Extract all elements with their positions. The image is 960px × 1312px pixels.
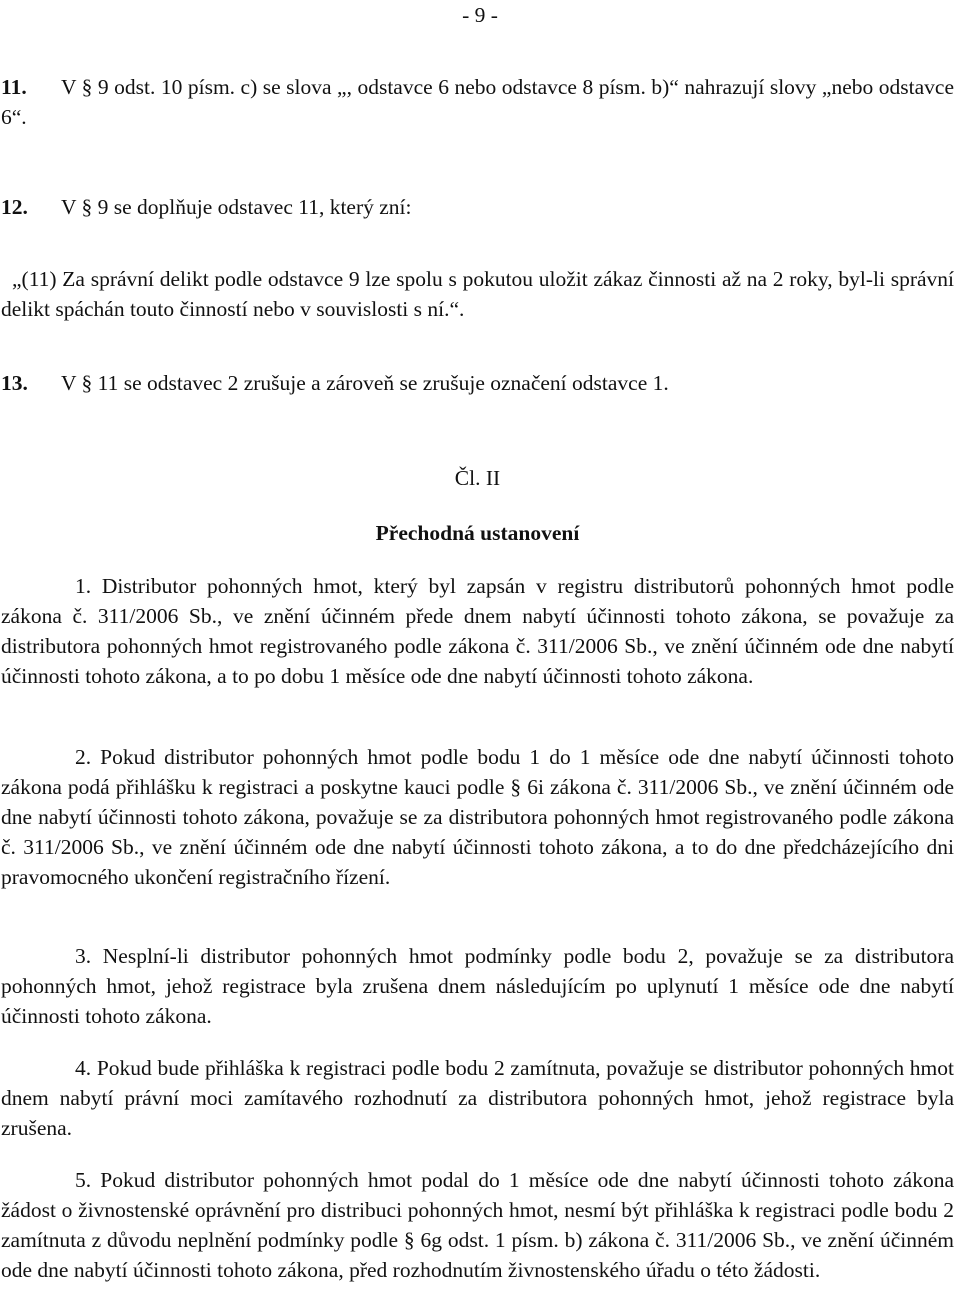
- article-title: Přechodná ustanovení: [375, 521, 580, 545]
- point-number: 11.: [1, 75, 27, 99]
- paragraph-1: 1. Distributor pohonných hmot, který byl zapsán v registru distributorů pohonných hmot podle zákona č. 311/2006 Sb., ve znění účinném přede dnem nabytí účinnosti tohoto zákona, se považuje za distributora pohonných hmot registrovaného podle zákona č. 311/2006 Sb., ve znění účinném ode dne nabytí účinnosti tohoto zákona, a to po dobu 1 měsíce ode dne nabytí účinnosti tohoto zákona.: [1, 574, 954, 688]
- paragraph-2: 2. Pokud distributor pohonných hmot podle bodu 1 do 1 měsíce ode dne nabytí účinnosti tohoto zákona podá přihlášku k registraci a poskytne kauci podle § 6i zákona č. 311/2006 Sb., ve znění účinném ode dne nabytí účinnosti tohoto zákona, považuje se za distributora pohonných hmot registrovaného podle zákona č. 311/2006 Sb., ve znění účinném ode dne nabytí účinnosti tohoto zákona, a to do dne předcházejícího dni pravomocného ukončení registračního řízení.: [1, 745, 954, 889]
- point-13: [1, 368, 954, 398]
- paragraph-3: 3. Nesplní-li distributor pohonných hmot podmínky podle bodu 2, považuje se za distributora pohonných hmot, jehož registrace byla zrušena dnem následujícím po uplynutí 1 měsíce ode dne nabytí účinnosti tohoto zákona.: [1, 944, 954, 1028]
- point-number: 12.: [1, 195, 28, 219]
- point-text: V § 9 se doplňuje odstavec 11, který zní:: [61, 195, 412, 219]
- point-text: V § 11 se odstavec 2 zrušuje a zároveň se zrušuje označení odstavce 1.: [61, 371, 669, 395]
- point-text: V § 9 odst. 10 písm. c) se slova „, odstavce 6 nebo odstavce 8 písm. b)“ nahrazují slovy „nebo odstavce 6“.: [1, 75, 954, 129]
- article-label: Čl. II: [454, 466, 501, 490]
- point-12: [1, 192, 954, 222]
- point-number: 13.: [1, 371, 28, 395]
- paragraph-4: 4. Pokud bude přihláška k registraci podle bodu 2 zamítnuta, považuje se distributor pohonných hmot dnem nabytí právní moci zamítavého rozhodnutí za distributora pohonných hmot, jehož registrace byla zrušena.: [1, 1056, 954, 1140]
- point-11: [1, 72, 954, 132]
- page-number: - 9 -: [462, 3, 498, 27]
- point-12-quote: „(11) Za správní delikt podle odstavce 9 lze spolu s pokutou uložit zákaz činnosti až na 2 roky, byl-li správní delikt spáchán touto činností nebo v souvislosti s ní.“.: [1, 267, 954, 321]
- paragraph-5: 5. Pokud distributor pohonných hmot podal do 1 měsíce ode dne nabytí účinnosti tohoto zákona žádost o živnostenské oprávnění pro distribuci pohonných hmot, nesmí být přihláška k registraci podle bodu 2 zamítnuta z důvodu neplnění podmínky podle § 6g odst. 1 písm. b) zákona č. 311/2006 Sb., ve znění účinném ode dne nabytí účinnosti tohoto zákona, před rozhodnutím živnostenského úřadu o této žádosti.: [1, 1168, 954, 1282]
